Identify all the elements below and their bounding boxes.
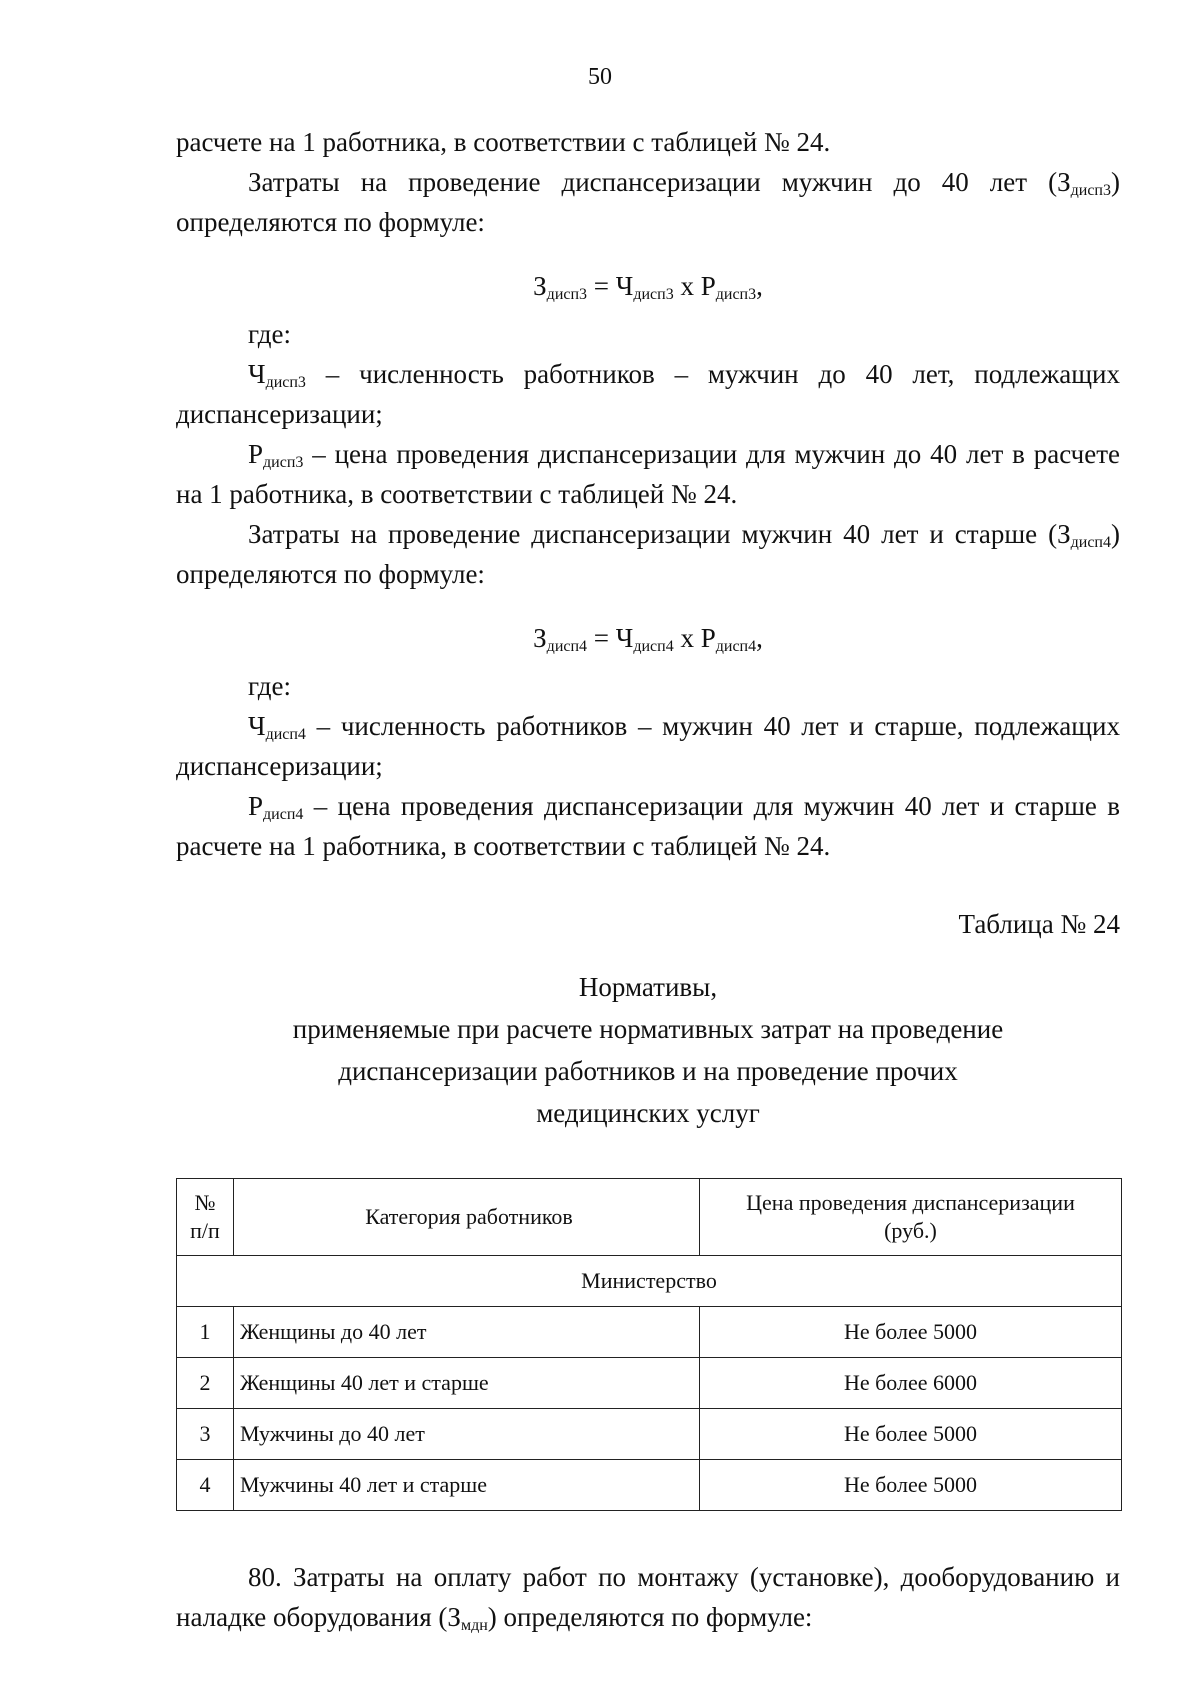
definition-ch-disp4 [176, 706, 1120, 786]
subscript: дисп4 [263, 806, 304, 823]
symbol: x Р [673, 271, 716, 301]
subscript: дисп4 [633, 638, 674, 655]
cell-category: Женщины 40 лет и старше [234, 1358, 700, 1409]
table-group-row [177, 1256, 1122, 1307]
section-80-paragraph [176, 1557, 1120, 1637]
table-heading-line: медицинских услуг [536, 1098, 760, 1128]
header-price [700, 1179, 1122, 1256]
text: – цена проведения диспансеризации для мужчин до 40 лет в расчете на 1 работника, в соответствии с таблицей № 24. [176, 439, 1120, 509]
symbol: = Ч [587, 623, 634, 653]
definition-ch-disp3 [176, 354, 1120, 434]
table-heading [176, 966, 1120, 1134]
subscript: дисп3 [263, 454, 304, 471]
header-text: п/п [190, 1218, 220, 1243]
header-num [177, 1179, 234, 1256]
definition-r-disp3 [176, 434, 1120, 514]
cell-num: 1 [177, 1307, 234, 1358]
group-label: Министерство [177, 1256, 1122, 1307]
subscript: дисп4 [265, 726, 306, 743]
cell-category: Мужчины до 40 лет [234, 1409, 700, 1460]
table-heading-line: применяемые при расчете нормативных затрат на проведение [292, 1014, 1004, 1044]
cell-num: 3 [177, 1409, 234, 1460]
symbol: З [533, 623, 547, 653]
symbol: x Р [673, 623, 716, 653]
text: Затраты на проведение диспансеризации мужчин 40 лет и старше (З [248, 519, 1071, 549]
cell-num: 2 [177, 1358, 234, 1409]
symbol: Р [248, 439, 264, 469]
where-label: где: [248, 319, 291, 349]
header-text: Цена проведения диспансеризации [746, 1190, 1075, 1215]
norms-table [176, 1178, 1122, 1511]
symbol: = Ч [587, 271, 634, 301]
subscript: дисп3 [1070, 182, 1111, 199]
cell-price: Не более 5000 [700, 1409, 1122, 1460]
cell-num: 4 [177, 1460, 234, 1511]
subscript: дисп3 [715, 286, 757, 303]
symbol: Р [248, 791, 264, 821]
text: – цена проведения диспансеризации для мужчин 40 лет и старше в расчете на 1 работника, в соответствии с таблицей № 24. [176, 791, 1120, 861]
document-body [176, 122, 1120, 1637]
where-label: где: [248, 671, 291, 701]
cell-price: Не более 5000 [700, 1307, 1122, 1358]
table-row [177, 1460, 1122, 1511]
text: ) определяются по формуле: [176, 167, 1120, 237]
subscript: дисп3 [633, 286, 674, 303]
table-heading-line: диспансеризации работников и на проведение прочих [338, 1056, 958, 1086]
text: ) определяются по формуле: [176, 519, 1120, 589]
paragraph-men-under-40 [176, 162, 1120, 242]
table-row [177, 1358, 1122, 1409]
paragraph-men-40-plus [176, 514, 1120, 594]
table-caption: Таблица № 24 [958, 909, 1120, 939]
subscript: дисп3 [265, 374, 306, 391]
text: ) определяются по формуле: [487, 1602, 813, 1632]
table-heading-line: Нормативы, [578, 972, 718, 1002]
cell-price: Не более 5000 [700, 1460, 1122, 1511]
text: расчете на 1 работника, в соответствии с таблицей № 24. [176, 127, 831, 157]
cell-price: Не более 6000 [700, 1358, 1122, 1409]
formula-disp3 [176, 266, 1120, 306]
formula-disp4 [176, 618, 1120, 658]
definition-r-disp4 [176, 786, 1120, 866]
subscript: мдн [460, 1617, 488, 1634]
subscript: дисп3 [546, 286, 588, 303]
table-row [177, 1409, 1122, 1460]
text: – численность работников – мужчин до 40 лет, подлежащих диспансеризации; [176, 359, 1120, 429]
symbol: З [533, 271, 547, 301]
header-text: № [194, 1190, 216, 1215]
table-header-row [177, 1179, 1122, 1256]
text: Затраты на проведение диспансеризации мужчин до 40 лет (З [248, 167, 1071, 197]
text: 80. Затраты на оплату работ по монтажу (установке), дооборудованию и наладке оборудования (З [176, 1562, 1120, 1632]
paragraph-continuation [176, 122, 1120, 162]
cell-category: Мужчины 40 лет и старше [234, 1460, 700, 1511]
symbol: , [756, 271, 763, 301]
header-text: (руб.) [884, 1218, 937, 1243]
header-category: Категория работников [234, 1179, 700, 1256]
text: – численность работников – мужчин 40 лет и старше, подлежащих диспансеризации; [176, 711, 1120, 781]
subscript: дисп4 [1070, 534, 1111, 551]
subscript: дисп4 [546, 638, 588, 655]
cell-category: Женщины до 40 лет [234, 1307, 700, 1358]
page-number: 50 [588, 64, 612, 90]
subscript: дисп4 [715, 638, 757, 655]
table-row [177, 1307, 1122, 1358]
symbol: Ч [248, 711, 266, 741]
symbol: , [756, 623, 763, 653]
symbol: Ч [248, 359, 266, 389]
